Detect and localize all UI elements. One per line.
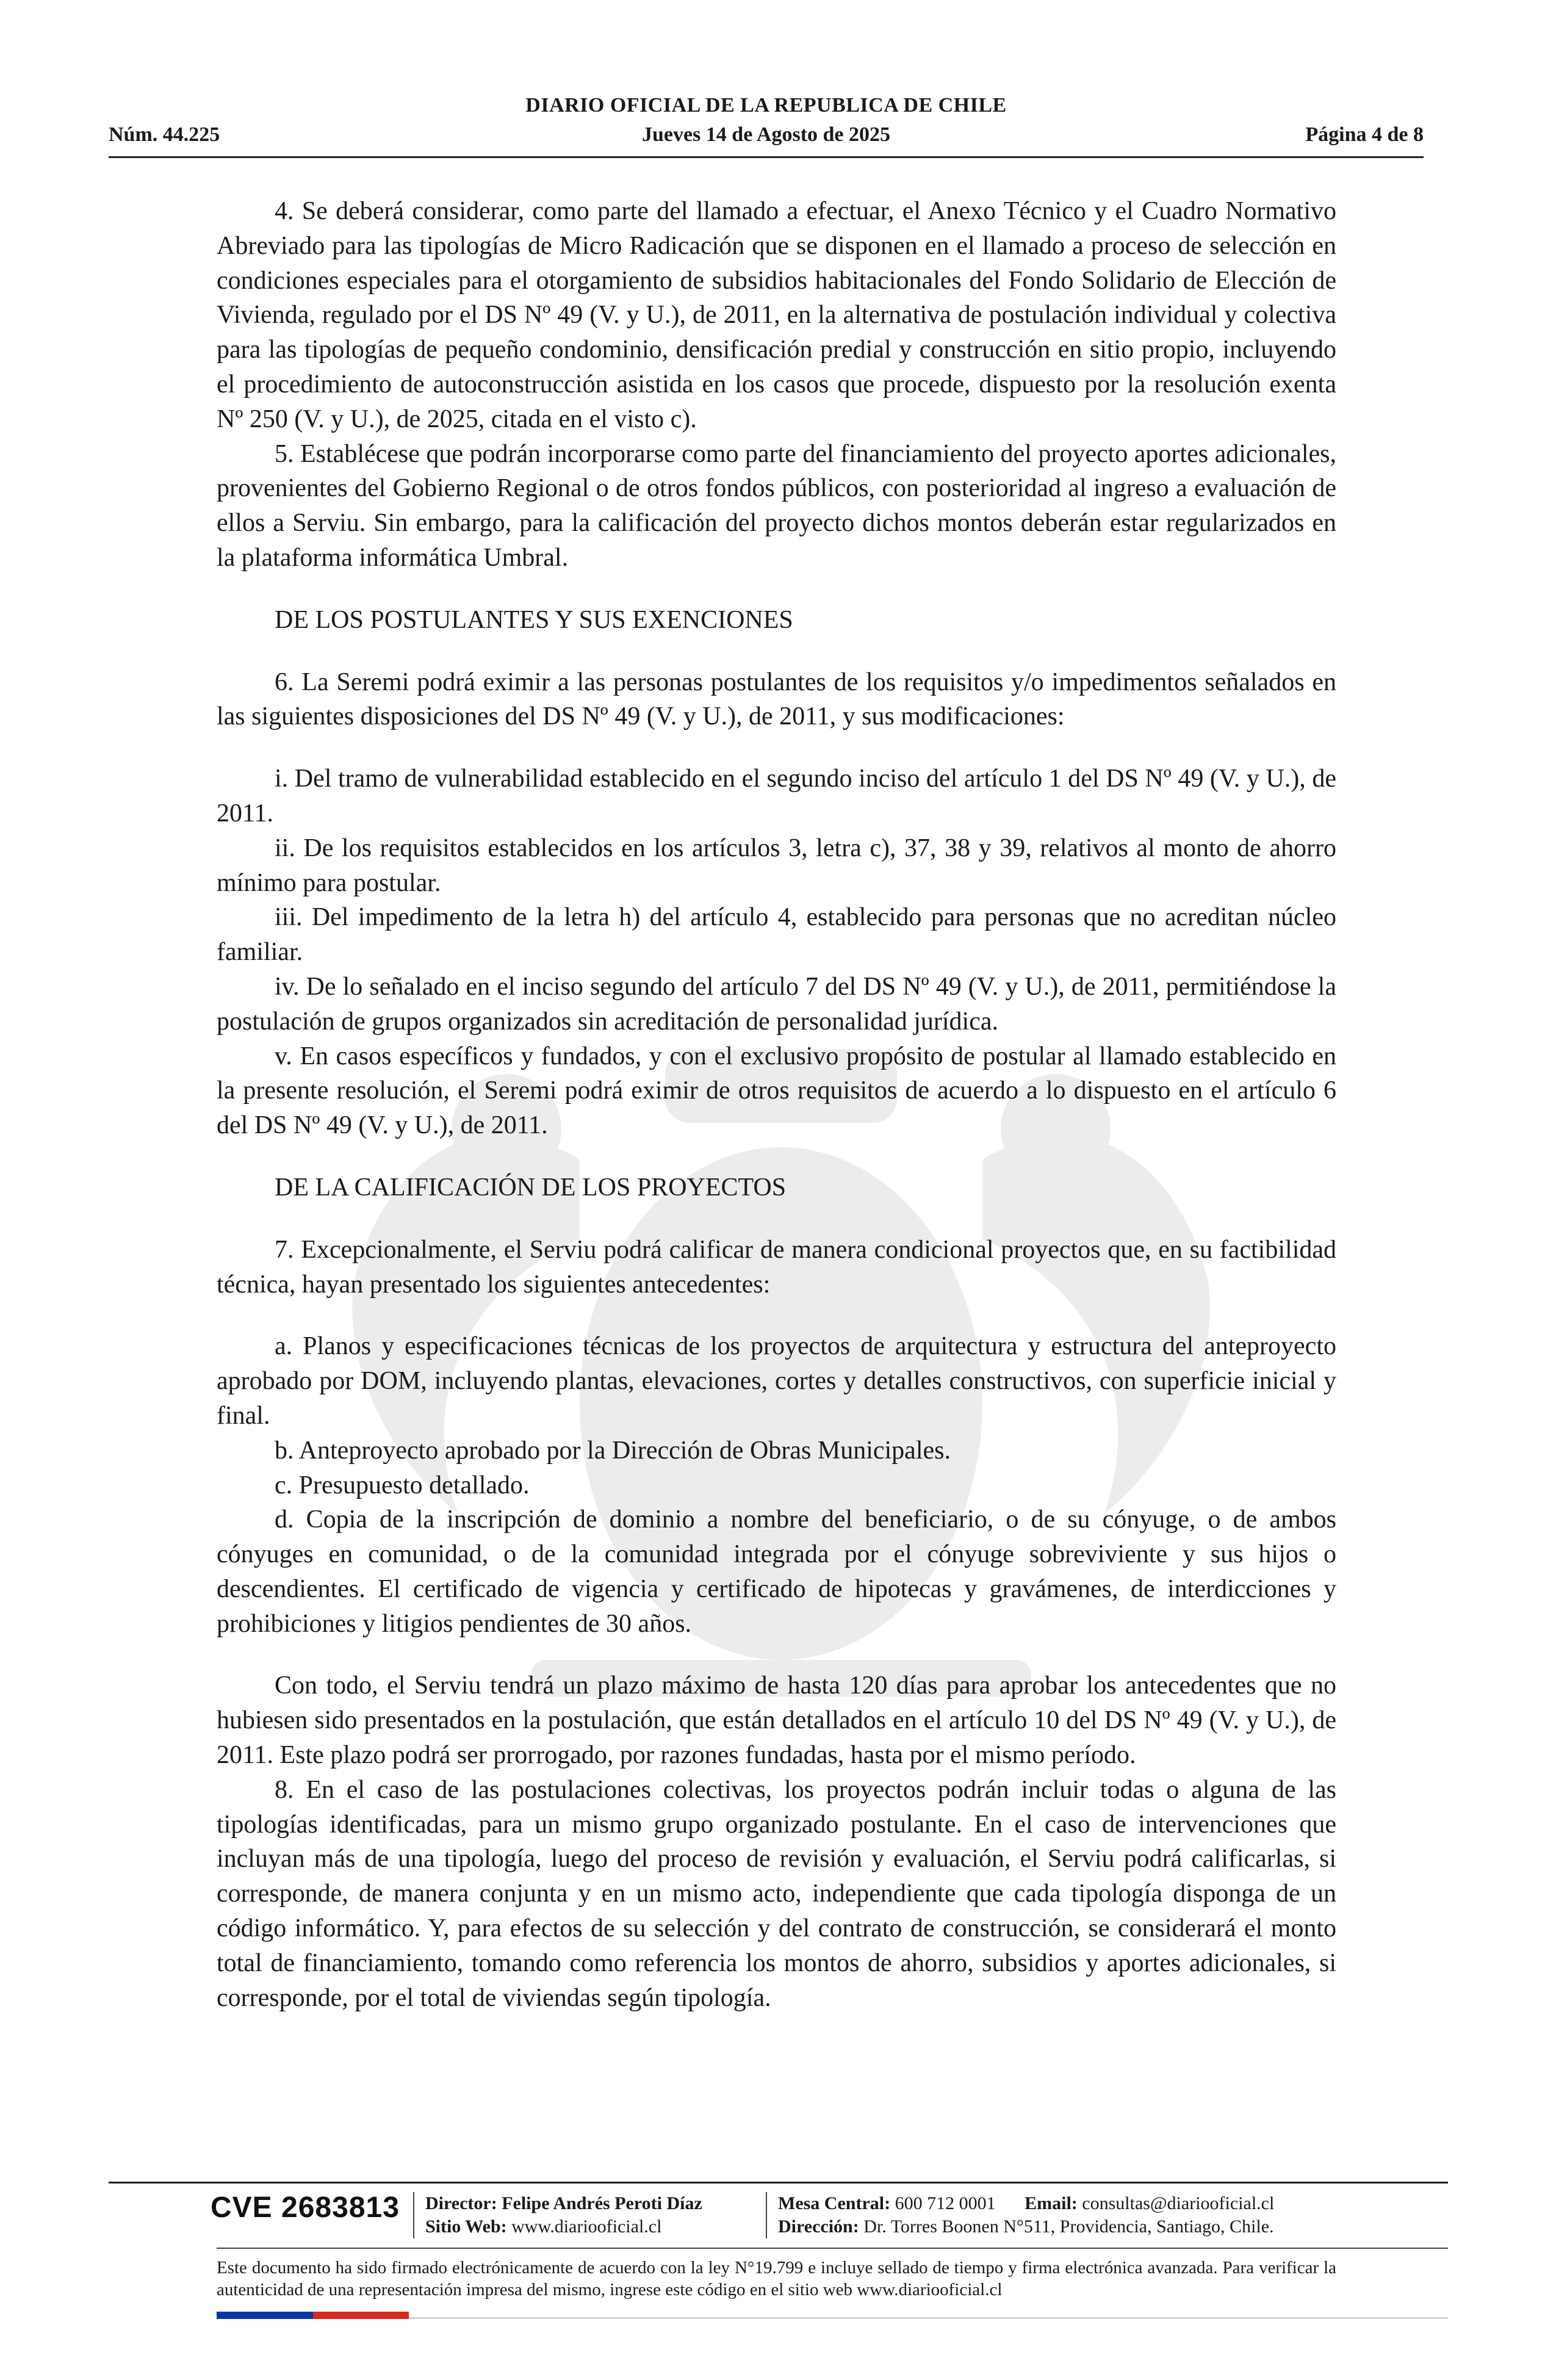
footer-separator	[766, 2192, 767, 2238]
paragraph-con-todo: Con todo, el Serviu tendrá un plazo máximo de hasta 120 días para aprobar los antecedentes que no hubiesen sido presentados en la postulación, que están detallados en el artículo 10 del DS Nº 49 (V. y U.), de 2011. Este plazo podrá ser prorrogado, por razones fundadas, hasta por el mismo período.	[217, 1671, 1336, 1770]
list-item-c: c. Presupuesto detallado.	[275, 1471, 530, 1499]
list-item-i: i. Del tramo de vulnerabilidad establecido en el segundo inciso del artículo 1 del DS Nº 49 (V. y U.), de 2011.	[217, 765, 1336, 828]
list-item-d: d. Copia de la inscripción de dominio a nombre del beneficiario, o de su cónyuge, o de ambos cónyuges en comunidad, o de la comunidad integrada por el cónyuge sobreviviente y sus hijos o descendientes. El certificado de vigencia y certificado de hipotecas y gravámenes, de interdicciones y prohibiciones y litigios pendientes de 30 años.	[217, 1506, 1336, 1638]
list-item-a: a. Planos y especificaciones técnicas de los proyectos de arquitectura y estructura del anteproyecto aprobado por DOM, incluyendo plantas, elevaciones, cortes y detalles constructivos, con superficie inicial y final.	[217, 1332, 1336, 1430]
paragraph-6: 6. La Seremi podrá eximir a las personas postulantes de los requisitos y/o impedimentos señalados en las siguientes disposiciones del DS Nº 49 (V. y U.), de 2011, y sus modificaciones:	[217, 668, 1336, 731]
director-name: Felipe Andrés Peroti Díaz	[502, 2193, 702, 2213]
list-item-iii: iii. Del impedimento de la letra h) del artículo 4, establecido para personas que no acreditan núcleo familiar.	[217, 903, 1336, 967]
list-item-b: b. Anteproyecto aprobado por la Dirección de Obras Municipales.	[275, 1436, 951, 1465]
cve-code: CVE 2683813	[211, 2191, 400, 2224]
footer-divider	[109, 2182, 1448, 2183]
footer-separator	[413, 2192, 414, 2238]
list-item-v: v. En casos específicos y fundados, y con el exclusivo propósito de postular al llamado establecido en la presente resolución, el Seremi podrá eximir de otros requisitos de acuerdo a lo dispuesto en el artículo 6 del DS Nº 49 (V. y U.), de 2011.	[217, 1042, 1336, 1140]
page-number: Página 4 de 8	[1305, 123, 1424, 146]
list-item-ii: ii. De los requisitos establecidos en los artículos 3, letra c), 37, 38 y 39, relativos al monto de ahorro mínimo para postular.	[217, 834, 1336, 897]
legal-notice: Este documento ha sido firmado electrónicamente de acuerdo con la ley N°19.799 e incluye sellado de tiempo y firma electrónica avanzada. Para verificar la autenticidad de una representación impresa del mismo, ingrese este código en el sitio web www.diariooficial.cl	[217, 2258, 1336, 2299]
paragraph-5: 5. Establécese que podrán incorporarse como parte del financiamiento del proyecto aportes adicionales, provenientes del Gobierno Regional o de otros fondos públicos, con posterioridad al ingreso a evaluación de ellos a Serviu. Sin embargo, para la calificación del proyecto dichos montos deberán estar regularizados en la plataforma informática Umbral.	[217, 439, 1336, 572]
document-body	[217, 194, 1336, 2015]
address-label: Dirección:	[778, 2216, 859, 2237]
issue-number: Núm. 44.225	[109, 123, 220, 146]
masthead-title: DIARIO OFICIAL DE LA REPUBLICA DE CHILE	[525, 94, 1007, 117]
website-label: Sitio Web:	[425, 2216, 507, 2237]
email-label: Email:	[1025, 2193, 1078, 2213]
website-link[interactable]: www.diariooficial.cl	[511, 2216, 662, 2237]
paragraph-8: 8. En el caso de las postulaciones colectivas, los proyectos podrán incluir todas o alguna de las tipologías identificadas, para un mismo grupo organizado postulante. En el caso de intervenciones que incluyan más de una tipología, luego del proceso de revisión y evaluación, el Serviu podrá calificarlas, si corresponde, de manera conjunta y en un mismo acto, independiente que cada tipología disponga de un código informático. Y, para efectos de su selección y del contrato de construcción, se considerará el monto total de financiamiento, tomando como referencia los montos de ahorro, subsidios y aportes adicionales, si corresponde, por el total de viviendas según tipología.	[217, 1775, 1336, 2012]
footer-director-block	[425, 2192, 702, 2238]
header-divider	[109, 156, 1424, 158]
phone-label: Mesa Central:	[778, 2193, 891, 2213]
chile-flag-stripe	[217, 2312, 409, 2319]
flag-red-segment	[313, 2312, 409, 2319]
page-header	[109, 92, 1424, 159]
issue-date: Jueves 14 de Agosto de 2025	[641, 123, 891, 146]
list-item-iv: iv. De lo señalado en el inciso segundo del artículo 7 del DS Nº 49 (V. y U.), de 2011, permitiéndose la postulación de grupos organizados sin acreditación de personalidad jurídica.	[217, 972, 1336, 1036]
email-link[interactable]: consultas@diariooficial.cl	[1082, 2193, 1275, 2213]
paragraph-4: 4. Se deberá considerar, como parte del llamado a efectuar, el Anexo Técnico y el Cuadro Normativo Abreviado para las tipologías de Micro Radicación que se disponen en el llamado a proceso de selección en condiciones especiales para el otorgamiento de subsidios habitacionales del Fondo Solidario de Elección de Vivienda, regulado por el DS Nº 49 (V. y U.), de 2011, en la alternativa de postulación individual y colectiva para las tipologías de pequeño condominio, densificación predial y construcción en sitio propio, incluyendo el procedimiento de autoconstrucción asistida en los casos que procede, dispuesto por la resolución exenta Nº 250 (V. y U.), de 2025, citada en el visto c).	[217, 197, 1336, 433]
paragraph-7: 7. Excepcionalmente, el Serviu podrá calificar de manera condicional proyectos que, en su factibilidad técnica, hayan presentado los siguientes antecedentes:	[217, 1235, 1336, 1299]
phone-number: 600 712 0001	[895, 2193, 996, 2213]
footer-legal-divider	[217, 2248, 1448, 2249]
footer-contact-block	[778, 2192, 1274, 2238]
flag-blue-segment	[217, 2312, 313, 2319]
section-heading-postulantes: DE LOS POSTULANTES Y SUS EXENCIONES	[275, 605, 793, 634]
address-text: Dr. Torres Boonen N°511, Providencia, Santiago, Chile.	[863, 2216, 1274, 2237]
director-label: Director:	[425, 2193, 497, 2213]
section-heading-calificacion: DE LA CALIFICACIÓN DE LOS PROYECTOS	[275, 1173, 787, 1202]
